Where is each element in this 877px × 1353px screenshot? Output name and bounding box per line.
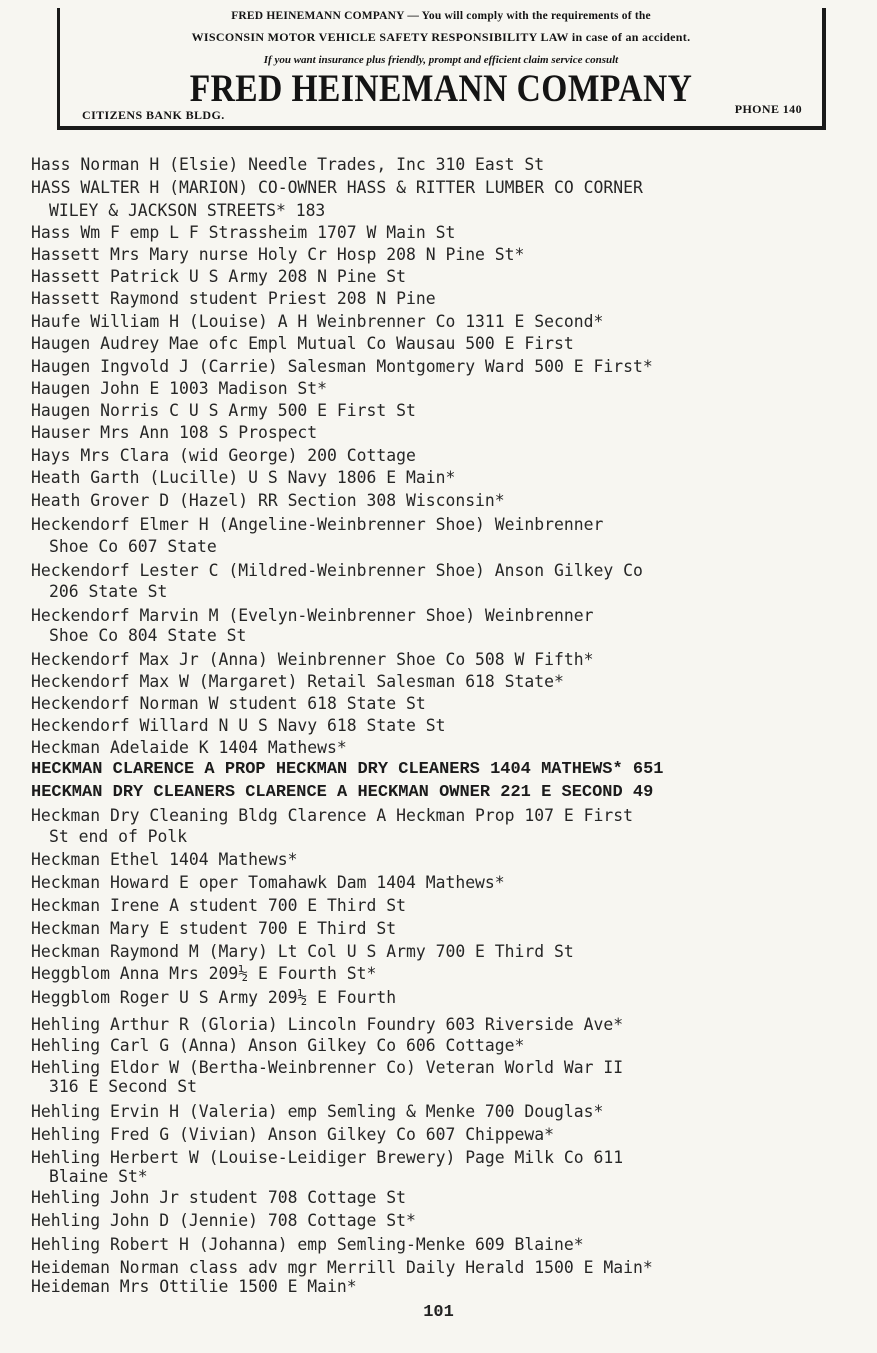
list-item: Heckman Mary E student 700 E Third St [31, 919, 397, 938]
list-item: Hass Norman H (Elsie) Needle Trades, Inc 310 East St [31, 155, 545, 174]
ad-line-1: FRED HEINEMANN COMPANY — You will comply with the requirements of the [231, 10, 651, 22]
list-item: Heckendorf Norman W student 618 State St [31, 694, 426, 713]
list-item: Hehling John Jr student 708 Cottage St [31, 1188, 406, 1207]
list-item: Shoe Co 607 State [49, 537, 217, 556]
list-item: HECKMAN DRY CLEANERS CLARENCE A HECKMAN OWNER 221 E SECOND 49 [31, 783, 654, 802]
list-item: Heckendorf Elmer H (Angeline-Weinbrenner Shoe) Weinbrenner [31, 515, 604, 534]
list-item: Haugen Ingvold J (Carrie) Salesman Montgomery Ward 500 E First* [31, 357, 653, 376]
list-item: Heckman Howard E oper Tomahawk Dam 1404 Mathews* [31, 873, 505, 892]
list-item: Blaine St* [49, 1167, 148, 1186]
advertisement-box [57, 8, 826, 130]
list-item: Hehling Ervin H (Valeria) emp Semling & Menke 700 Douglas* [31, 1102, 604, 1121]
list-item: Heckendorf Marvin M (Evelyn-Weinbrenner Shoe) Weinbrenner [31, 606, 594, 625]
list-item: Hehling Herbert W (Louise-Leidiger Brewery) Page Milk Co 611 [31, 1148, 624, 1167]
list-item: Heath Garth (Lucille) U S Navy 1806 E Main* [31, 468, 456, 487]
list-item: Hauser Mrs Ann 108 S Prospect [31, 423, 318, 442]
ad-phone: PHONE 140 [734, 102, 802, 116]
ad-line-2: WISCONSIN MOTOR VEHICLE SAFETY RESPONSIBILITY LAW in case of an accident. [191, 30, 691, 44]
list-item: WILEY & JACKSON STREETS* 183 [49, 201, 326, 220]
list-item: Heckman Dry Cleaning Bldg Clarence A Heckman Prop 107 E First [31, 806, 633, 825]
list-item: Hass Wm F emp L F Strassheim 1707 W Main St [31, 223, 456, 242]
list-item: Hehling John D (Jennie) 708 Cottage St* [31, 1211, 416, 1230]
list-item: HECKMAN CLARENCE A PROP HECKMAN DRY CLEANERS 1404 MATHEWS* 651 [31, 760, 664, 779]
list-item: Hassett Mrs Mary nurse Holy Cr Hosp 208 N Pine St* [31, 245, 525, 264]
list-item: Heideman Norman class adv mgr Merrill Daily Herald 1500 E Main* [31, 1258, 653, 1277]
list-item: Hassett Raymond student Priest 208 N Pine [31, 289, 436, 308]
list-item: 206 State St [49, 582, 168, 601]
list-item: Heckendorf Max W (Margaret) Retail Salesman 618 State* [31, 672, 564, 691]
list-item: Haufe William H (Louise) A H Weinbrenner Co 1311 E Second* [31, 312, 604, 331]
list-item: Hehling Carl G (Anna) Anson Gilkey Co 606 Cottage* [31, 1036, 525, 1055]
ad-company-name: FRED HEINEMANN COMPANY [189, 67, 693, 110]
list-item: Shoe Co 804 State St [49, 626, 247, 645]
list-item: Haugen Audrey Mae ofc Empl Mutual Co Wausau 500 E First [31, 334, 574, 353]
list-item: Haugen Norris C U S Army 500 E First St [31, 401, 416, 420]
list-item: Heckman Adelaide K 1404 Mathews* [31, 738, 347, 757]
list-item: Hehling Robert H (Johanna) emp Semling-Menke 609 Blaine* [31, 1235, 584, 1254]
list-item: Heideman Mrs Ottilie 1500 E Main* [31, 1277, 357, 1296]
list-item: Hehling Eldor W (Bertha-Weinbrenner Co) Veteran World War II [31, 1058, 624, 1077]
list-item: Hehling Arthur R (Gloria) Lincoln Foundry 603 Riverside Ave* [31, 1015, 624, 1034]
list-item: Hays Mrs Clara (wid George) 200 Cottage [31, 446, 416, 465]
list-item: Heath Grover D (Hazel) RR Section 308 Wisconsin* [31, 491, 505, 510]
ad-line-3: If you want insurance plus friendly, prompt and efficient claim service consult [263, 54, 619, 66]
list-item: Haugen John E 1003 Madison St* [31, 379, 328, 398]
list-item: HASS WALTER H (MARION) CO-OWNER HASS & RITTER LUMBER CO CORNER [31, 178, 643, 197]
list-item: Heckendorf Lester C (Mildred-Weinbrenner Shoe) Anson Gilkey Co [31, 561, 643, 580]
list-item: Heckman Ethel 1404 Mathews* [31, 850, 298, 869]
list-item: Heckman Irene A student 700 E Third St [31, 896, 406, 915]
list-item: St end of Polk [49, 827, 188, 846]
list-item: Hassett Patrick U S Army 208 N Pine St [31, 267, 406, 286]
list-item: 316 E Second St [49, 1077, 198, 1096]
ad-address: CITIZENS BANK BLDG. [82, 108, 225, 122]
list-item: Heggblom Roger U S Army 209½ E Fourth [31, 988, 397, 1007]
page-number: 101 [423, 1303, 454, 1322]
list-item: Hehling Fred G (Vivian) Anson Gilkey Co 607 Chippewa* [31, 1125, 555, 1144]
list-item: Heckendorf Willard N U S Navy 618 State St [31, 716, 446, 735]
list-item: Heggblom Anna Mrs 209½ E Fourth St* [31, 964, 377, 983]
list-item: Heckman Raymond M (Mary) Lt Col U S Army 700 E Third St [31, 942, 574, 961]
list-item: Heckendorf Max Jr (Anna) Weinbrenner Shoe Co 508 W Fifth* [31, 650, 594, 669]
